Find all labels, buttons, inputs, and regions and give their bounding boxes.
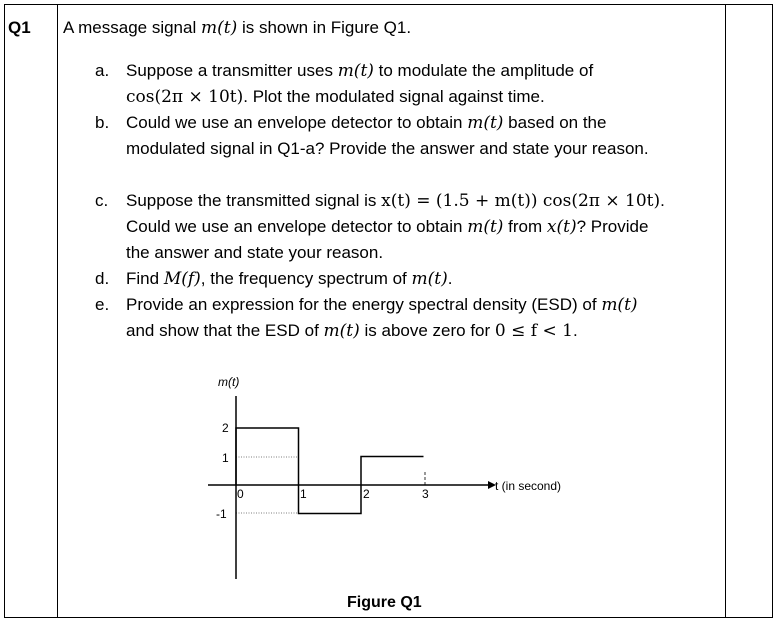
item-line: the answer and state your reason. — [126, 243, 384, 262]
item-text: Could we use an envelope detector to obtain — [126, 113, 463, 132]
item-text: . — [447, 269, 453, 288]
item-math: m(t) — [467, 113, 504, 133]
item-math: cos(2π × 10t) — [126, 87, 244, 107]
item-text: , the frequency spectrum of — [200, 269, 407, 288]
item-math: 0 ≤ f < 1 — [494, 321, 573, 341]
item-text: is above zero for — [364, 321, 491, 340]
y-tick-label: -1 — [216, 507, 227, 521]
item-text: Suppose the transmitted signal is — [126, 191, 377, 210]
x-tick-label: 2 — [363, 487, 370, 501]
item-text: based on the — [508, 113, 607, 132]
item-math: m(t) — [601, 295, 638, 315]
intro-suffix: is shown in Figure Q1. — [241, 18, 412, 37]
intro-math: m(t) — [200, 18, 238, 38]
y-tick-label: 1 — [222, 451, 229, 465]
x-axis-label: t (in second) — [495, 479, 562, 493]
item-text: Find — [126, 269, 160, 288]
y-tick-label: 2 — [222, 421, 229, 435]
item-text: Provide an expression for the energy spectral density (ESD) of — [126, 295, 597, 314]
item-math: x(t) = (1.5 + m(t)) cos(2π × 10t) — [381, 191, 661, 211]
item-text: . Plot the modulated signal against time. — [243, 87, 545, 106]
item-letter: a. — [95, 61, 110, 80]
x-tick-label: 0 — [237, 487, 244, 501]
item-text: Could we use an envelope detector to obtain — [126, 217, 463, 236]
item-letter: b. — [95, 113, 110, 132]
item-math: m(t) — [411, 269, 448, 289]
x-tick-label: 3 — [422, 487, 429, 501]
x-tick-label: 1 — [300, 487, 307, 501]
y-axis-label: m(t) — [218, 375, 240, 389]
item-text: to modulate the amplitude of — [378, 61, 594, 80]
item-text: ? Provide — [576, 217, 649, 236]
intro-prefix: A message signal — [63, 18, 197, 37]
question-number: Q1 — [8, 18, 31, 37]
item-text: . — [660, 191, 665, 210]
item-math: m(t) — [467, 217, 504, 237]
item-math: m(t) — [337, 61, 374, 81]
item-text: and show that the ESD of — [126, 321, 319, 340]
item-math: M(f) — [163, 269, 201, 289]
item-text: Suppose a transmitter uses — [126, 61, 333, 80]
item-math: x(t) — [546, 217, 577, 237]
signal-path — [236, 428, 424, 514]
item-letter: c. — [95, 191, 109, 210]
figure-caption: Figure Q1 — [347, 594, 422, 611]
item-math: m(t) — [323, 321, 360, 341]
item-text: from — [508, 217, 543, 236]
item-text: . — [572, 321, 578, 340]
item-line: modulated signal in Q1-a? Provide the answer and state your reason. — [126, 139, 649, 158]
item-letter: e. — [95, 295, 110, 314]
item-letter: d. — [95, 269, 110, 288]
